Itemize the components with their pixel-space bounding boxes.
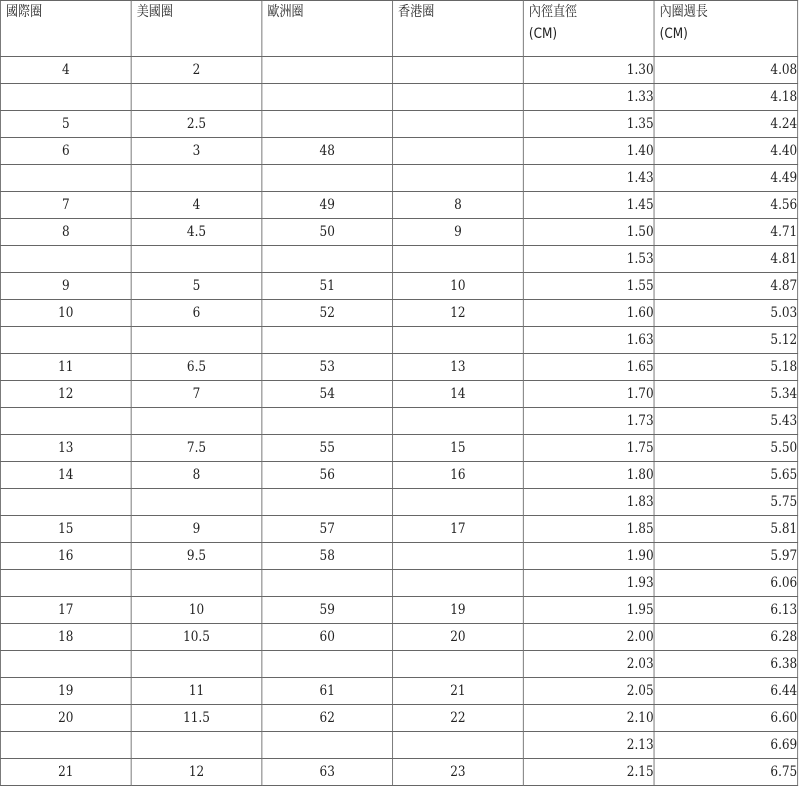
cell-international-size: [0, 732, 131, 759]
cell-hk-size: 9: [393, 219, 524, 246]
table-row: [0, 219, 797, 246]
cell-eu-size: 57: [262, 516, 393, 543]
cell-us-size: [131, 489, 262, 516]
table-row: [0, 273, 797, 300]
cell-hk-size: 17: [393, 516, 524, 543]
header-us-size: 美國圈: [131, 1, 262, 57]
cell-inner-circumference: 6.44: [654, 678, 798, 705]
cell-inner-diameter: 1.63: [523, 327, 654, 354]
cell-us-size: 12: [131, 759, 262, 786]
cell-hk-size: [393, 57, 524, 84]
cell-inner-circumference: 4.56: [654, 192, 798, 219]
cell-us-size: 6: [131, 300, 262, 327]
cell-inner-circumference: 5.03: [654, 300, 798, 327]
table-row: [0, 300, 797, 327]
cell-eu-size: [262, 84, 393, 111]
cell-inner-circumference: 6.75: [654, 759, 798, 786]
cell-eu-size: 56: [262, 462, 393, 489]
cell-inner-circumference: 5.65: [654, 462, 798, 489]
cell-international-size: 15: [0, 516, 131, 543]
cell-inner-circumference: 5.75: [654, 489, 798, 516]
cell-eu-size: 55: [262, 435, 393, 462]
cell-us-size: 11: [131, 678, 262, 705]
cell-international-size: [0, 651, 131, 678]
cell-us-size: 11.5: [131, 705, 262, 732]
cell-eu-size: [262, 57, 393, 84]
cell-international-size: 8: [0, 219, 131, 246]
cell-inner-circumference: 4.08: [654, 57, 798, 84]
cell-hk-size: 12: [393, 300, 524, 327]
cell-international-size: [0, 84, 131, 111]
cell-eu-size: 54: [262, 381, 393, 408]
cell-us-size: 4: [131, 192, 262, 219]
table-body: [0, 57, 797, 786]
cell-inner-circumference: 5.34: [654, 381, 798, 408]
table-row: [0, 516, 797, 543]
table-row: [0, 759, 797, 786]
cell-hk-size: [393, 327, 524, 354]
table-row: [0, 57, 797, 84]
header-inner-circumference: 內圈週長 (CM): [654, 1, 798, 57]
cell-hk-size: 8: [393, 192, 524, 219]
cell-inner-circumference: 6.13: [654, 597, 798, 624]
cell-eu-size: [262, 408, 393, 435]
cell-hk-size: 22: [393, 705, 524, 732]
header-hk-size: 香港圈: [393, 1, 524, 57]
cell-us-size: 7: [131, 381, 262, 408]
cell-inner-circumference: 5.43: [654, 408, 798, 435]
table-row: [0, 651, 797, 678]
cell-eu-size: 53: [262, 354, 393, 381]
cell-international-size: 18: [0, 624, 131, 651]
cell-hk-size: [393, 489, 524, 516]
cell-international-size: 13: [0, 435, 131, 462]
cell-us-size: 3: [131, 138, 262, 165]
cell-eu-size: [262, 570, 393, 597]
cell-eu-size: 60: [262, 624, 393, 651]
cell-inner-diameter: 1.45: [523, 192, 654, 219]
cell-international-size: 20: [0, 705, 131, 732]
cell-international-size: [0, 489, 131, 516]
cell-inner-diameter: 1.40: [523, 138, 654, 165]
cell-inner-circumference: 4.40: [654, 138, 798, 165]
cell-us-size: [131, 732, 262, 759]
cell-hk-size: [393, 84, 524, 111]
table-row: [0, 192, 797, 219]
cell-eu-size: [262, 165, 393, 192]
cell-eu-size: 50: [262, 219, 393, 246]
cell-us-size: 10: [131, 597, 262, 624]
cell-eu-size: 61: [262, 678, 393, 705]
cell-hk-size: [393, 138, 524, 165]
cell-international-size: 21: [0, 759, 131, 786]
table-row: [0, 354, 797, 381]
cell-hk-size: 20: [393, 624, 524, 651]
cell-international-size: [0, 570, 131, 597]
table-row: [0, 705, 797, 732]
cell-inner-circumference: 6.60: [654, 705, 798, 732]
cell-hk-size: [393, 732, 524, 759]
cell-us-size: [131, 165, 262, 192]
cell-eu-size: [262, 651, 393, 678]
cell-hk-size: [393, 543, 524, 570]
cell-hk-size: [393, 408, 524, 435]
cell-inner-diameter: 1.73: [523, 408, 654, 435]
cell-inner-diameter: 1.33: [523, 84, 654, 111]
table-row: [0, 165, 797, 192]
cell-us-size: [131, 651, 262, 678]
cell-inner-diameter: 1.55: [523, 273, 654, 300]
cell-inner-circumference: 4.24: [654, 111, 798, 138]
cell-us-size: [131, 327, 262, 354]
cell-eu-size: 52: [262, 300, 393, 327]
cell-us-size: [131, 408, 262, 435]
table-row: [0, 543, 797, 570]
cell-eu-size: 49: [262, 192, 393, 219]
cell-international-size: 10: [0, 300, 131, 327]
cell-eu-size: [262, 489, 393, 516]
cell-us-size: 10.5: [131, 624, 262, 651]
cell-hk-size: 21: [393, 678, 524, 705]
cell-us-size: [131, 246, 262, 273]
cell-inner-diameter: 1.83: [523, 489, 654, 516]
cell-hk-size: [393, 570, 524, 597]
cell-hk-size: 16: [393, 462, 524, 489]
cell-us-size: [131, 84, 262, 111]
cell-inner-diameter: 1.75: [523, 435, 654, 462]
cell-international-size: 5: [0, 111, 131, 138]
cell-hk-size: 15: [393, 435, 524, 462]
cell-eu-size: 58: [262, 543, 393, 570]
cell-eu-size: [262, 111, 393, 138]
cell-inner-diameter: 1.53: [523, 246, 654, 273]
table-row: [0, 597, 797, 624]
cell-hk-size: 13: [393, 354, 524, 381]
cell-inner-circumference: 5.97: [654, 543, 798, 570]
cell-us-size: 5: [131, 273, 262, 300]
cell-inner-diameter: 2.05: [523, 678, 654, 705]
cell-international-size: 17: [0, 597, 131, 624]
cell-us-size: 7.5: [131, 435, 262, 462]
cell-eu-size: [262, 327, 393, 354]
cell-inner-circumference: 6.28: [654, 624, 798, 651]
cell-inner-diameter: 1.35: [523, 111, 654, 138]
cell-international-size: 14: [0, 462, 131, 489]
cell-hk-size: [393, 246, 524, 273]
cell-inner-circumference: 5.18: [654, 354, 798, 381]
cell-us-size: 8: [131, 462, 262, 489]
cell-inner-diameter: 1.85: [523, 516, 654, 543]
cell-us-size: 4.5: [131, 219, 262, 246]
cell-eu-size: 62: [262, 705, 393, 732]
cell-international-size: 19: [0, 678, 131, 705]
cell-inner-diameter: 1.30: [523, 57, 654, 84]
cell-hk-size: 19: [393, 597, 524, 624]
cell-inner-circumference: 5.50: [654, 435, 798, 462]
table-row: [0, 489, 797, 516]
cell-inner-diameter: 1.70: [523, 381, 654, 408]
cell-inner-circumference: 5.81: [654, 516, 798, 543]
cell-inner-diameter: 1.93: [523, 570, 654, 597]
table-row: [0, 138, 797, 165]
table-row: [0, 462, 797, 489]
cell-inner-circumference: 6.69: [654, 732, 798, 759]
table-row: [0, 435, 797, 462]
cell-us-size: 9: [131, 516, 262, 543]
cell-eu-size: 59: [262, 597, 393, 624]
cell-international-size: 11: [0, 354, 131, 381]
cell-eu-size: 48: [262, 138, 393, 165]
cell-inner-diameter: 1.65: [523, 354, 654, 381]
cell-inner-diameter: 1.43: [523, 165, 654, 192]
cell-inner-circumference: 6.06: [654, 570, 798, 597]
table-row: [0, 246, 797, 273]
cell-inner-circumference: 4.18: [654, 84, 798, 111]
cell-international-size: 4: [0, 57, 131, 84]
cell-inner-diameter: 1.90: [523, 543, 654, 570]
cell-hk-size: [393, 165, 524, 192]
cell-inner-circumference: 6.38: [654, 651, 798, 678]
table-row: [0, 624, 797, 651]
cell-international-size: [0, 408, 131, 435]
header-eu-size: 歐洲圈: [262, 1, 393, 57]
cell-hk-size: 23: [393, 759, 524, 786]
table-row: [0, 732, 797, 759]
table-row: [0, 678, 797, 705]
cell-hk-size: 10: [393, 273, 524, 300]
cell-inner-diameter: 1.50: [523, 219, 654, 246]
table-row: [0, 111, 797, 138]
cell-hk-size: 14: [393, 381, 524, 408]
cell-inner-diameter: 2.03: [523, 651, 654, 678]
cell-inner-diameter: 2.00: [523, 624, 654, 651]
cell-inner-diameter: 1.95: [523, 597, 654, 624]
cell-inner-diameter: 1.80: [523, 462, 654, 489]
cell-inner-diameter: 2.10: [523, 705, 654, 732]
cell-inner-diameter: 2.13: [523, 732, 654, 759]
cell-international-size: 6: [0, 138, 131, 165]
cell-inner-circumference: 4.49: [654, 165, 798, 192]
table-row: [0, 408, 797, 435]
table-row: [0, 327, 797, 354]
cell-eu-size: [262, 732, 393, 759]
cell-us-size: 9.5: [131, 543, 262, 570]
cell-inner-diameter: 1.60: [523, 300, 654, 327]
cell-inner-circumference: 4.71: [654, 219, 798, 246]
cell-inner-diameter: 2.15: [523, 759, 654, 786]
table-row: [0, 570, 797, 597]
cell-international-size: [0, 327, 131, 354]
cell-us-size: [131, 570, 262, 597]
header-inner-diameter: 內徑直徑 (CM): [523, 1, 654, 57]
cell-international-size: [0, 246, 131, 273]
cell-international-size: 7: [0, 192, 131, 219]
cell-international-size: 9: [0, 273, 131, 300]
cell-eu-size: 51: [262, 273, 393, 300]
cell-inner-circumference: 4.81: [654, 246, 798, 273]
header-international-size: 國際圈: [0, 1, 131, 57]
cell-international-size: [0, 165, 131, 192]
cell-eu-size: 63: [262, 759, 393, 786]
cell-us-size: 6.5: [131, 354, 262, 381]
cell-international-size: 12: [0, 381, 131, 408]
cell-inner-circumference: 5.12: [654, 327, 798, 354]
cell-us-size: 2.5: [131, 111, 262, 138]
table-row: [0, 381, 797, 408]
cell-eu-size: [262, 246, 393, 273]
cell-hk-size: [393, 111, 524, 138]
cell-inner-circumference: 4.87: [654, 273, 798, 300]
table-row: [0, 84, 797, 111]
cell-international-size: 16: [0, 543, 131, 570]
cell-us-size: 2: [131, 57, 262, 84]
cell-hk-size: [393, 651, 524, 678]
table-header-row: [0, 1, 797, 57]
